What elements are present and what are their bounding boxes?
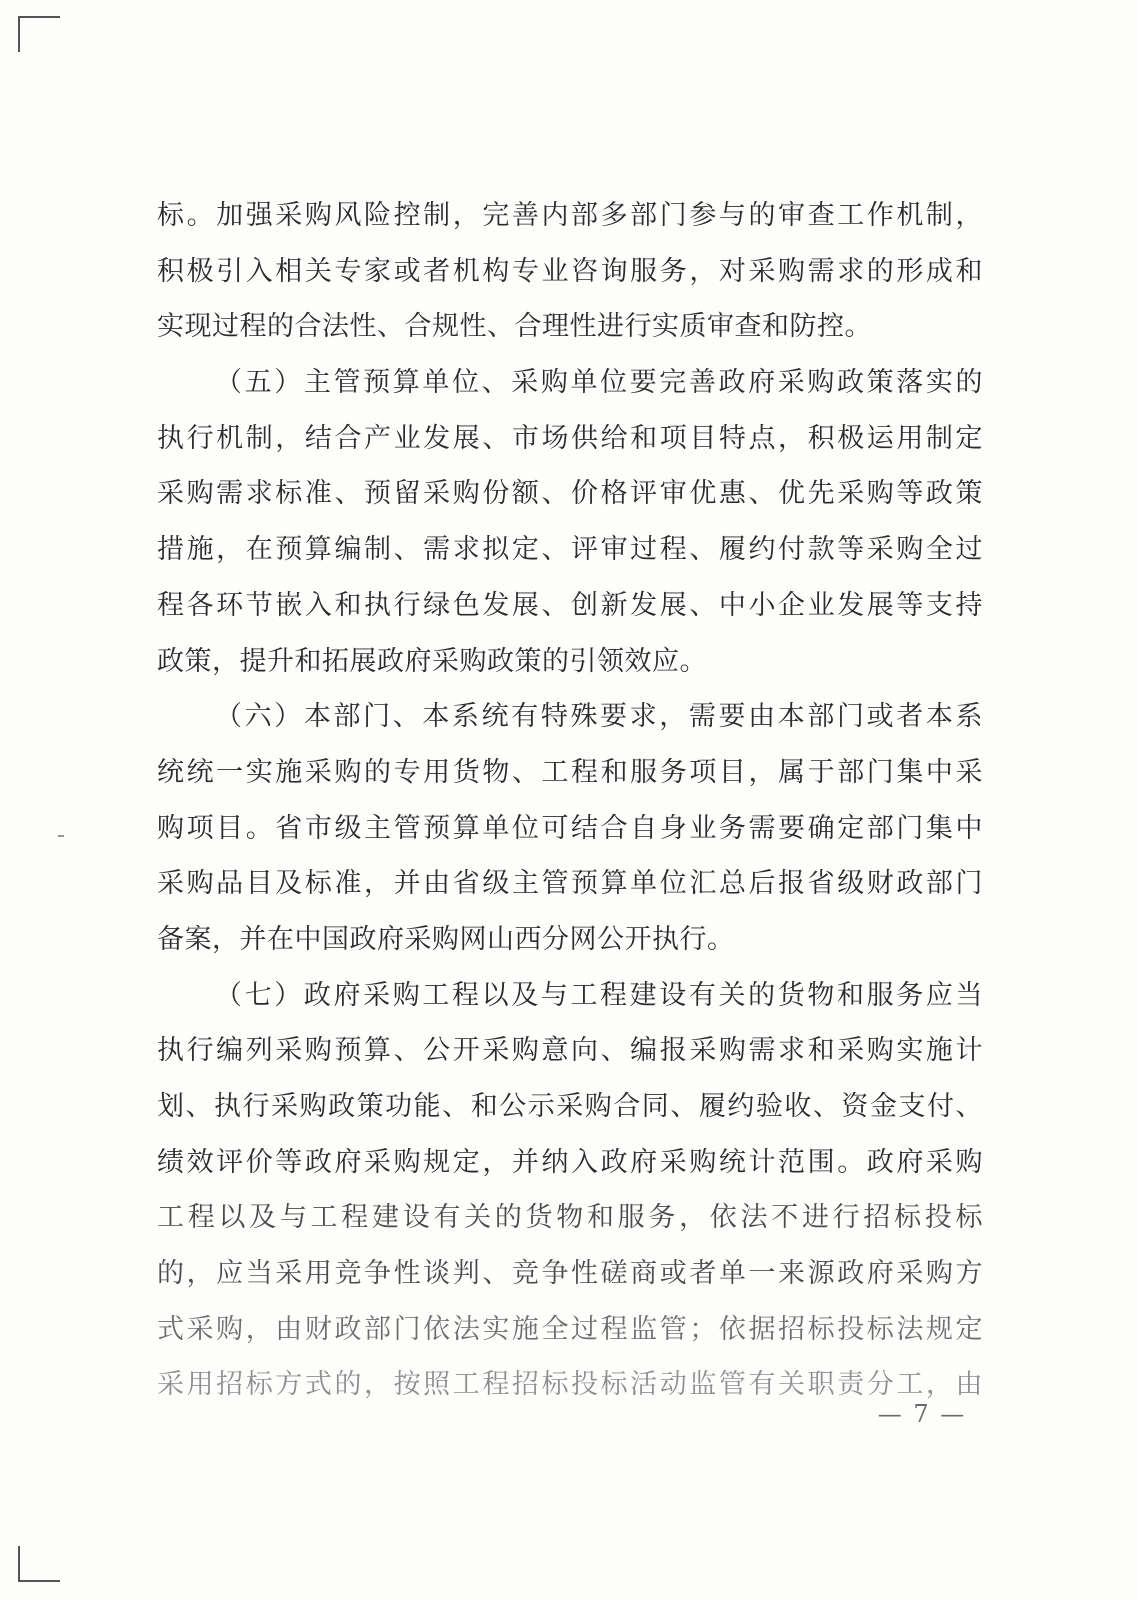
text-line: 购项目。省市级主管预算单位可结合自身业务需要确定部门集中 (157, 812, 983, 844)
text-line: 的，应当采用竞争性谈判、竞争性磋商或者单一来源政府采购方 (157, 1258, 983, 1290)
text-line: 执行机制，结合产业发展、市场供给和项目特点，积极运用制定 (157, 422, 983, 454)
text-line: 措施，在预算编制、需求拟定、评审过程、履约付款等采购全过 (157, 534, 983, 566)
paragraph-seven-start: （七）政府采购工程以及与工程建设有关的货物和服务应当 (215, 979, 983, 1011)
text-line: 采购需求标准、预留采购份额、价格评审优惠、优先采购等政策 (157, 478, 983, 510)
paragraph-five-start: （五）主管预算单位、采购单位要完善政府采购政策落实的 (215, 367, 983, 399)
text-line: 工程以及与工程建设有关的货物和服务，依法不进行招标投标 (157, 1202, 983, 1234)
scan-dot (58, 835, 64, 837)
text-line: 标。加强采购风险控制，完善内部多部门参与的审查工作机制， (157, 200, 983, 231)
text-line: 统统一实施采购的专用货物、工程和服务项目，属于部门集中采 (157, 756, 983, 788)
text-line: 备案，并在中国政府采购网山西分网公开执行。 (157, 923, 735, 955)
page-number: — 7 — (877, 1400, 967, 1428)
text-line: 执行编列采购预算、公开采购意向、编报采购需求和采购实施计 (157, 1035, 983, 1067)
corner-mark-top-left (18, 16, 60, 52)
text-line: 式采购，由财政部门依法实施全过程监管；依据招标投标法规定 (157, 1313, 983, 1345)
text-line: 采购品目及标准，并由省级主管预算单位汇总后报省级财政部门 (157, 868, 983, 900)
text-line: 程各环节嵌入和执行绿色发展、创新发展、中小企业发展等支持 (157, 589, 983, 621)
body-text (157, 188, 983, 1413)
text-line: 政策，提升和拓展政府采购政策的引领效应。 (157, 645, 707, 677)
text-line: 绩效评价等政府采购规定，并纳入政府采购统计范围。政府采购 (157, 1146, 983, 1178)
text-line: 实现过程的合法性、合规性、合理性进行实质审查和防控。 (157, 311, 872, 343)
paragraph-six-start: （六）本部门、本系统有特殊要求，需要由本部门或者本系 (215, 701, 983, 733)
text-line: 划、执行采购政策功能、和公示采购合同、履约验收、资金支付、 (157, 1091, 983, 1122)
corner-mark-bottom-left (18, 1546, 60, 1582)
text-line: 积极引入相关专家或者机构专业咨询服务，对采购需求的形成和 (157, 255, 983, 287)
text-line: 采用招标方式的，按照工程招标投标活动监管有关职责分工，由 (157, 1369, 983, 1401)
